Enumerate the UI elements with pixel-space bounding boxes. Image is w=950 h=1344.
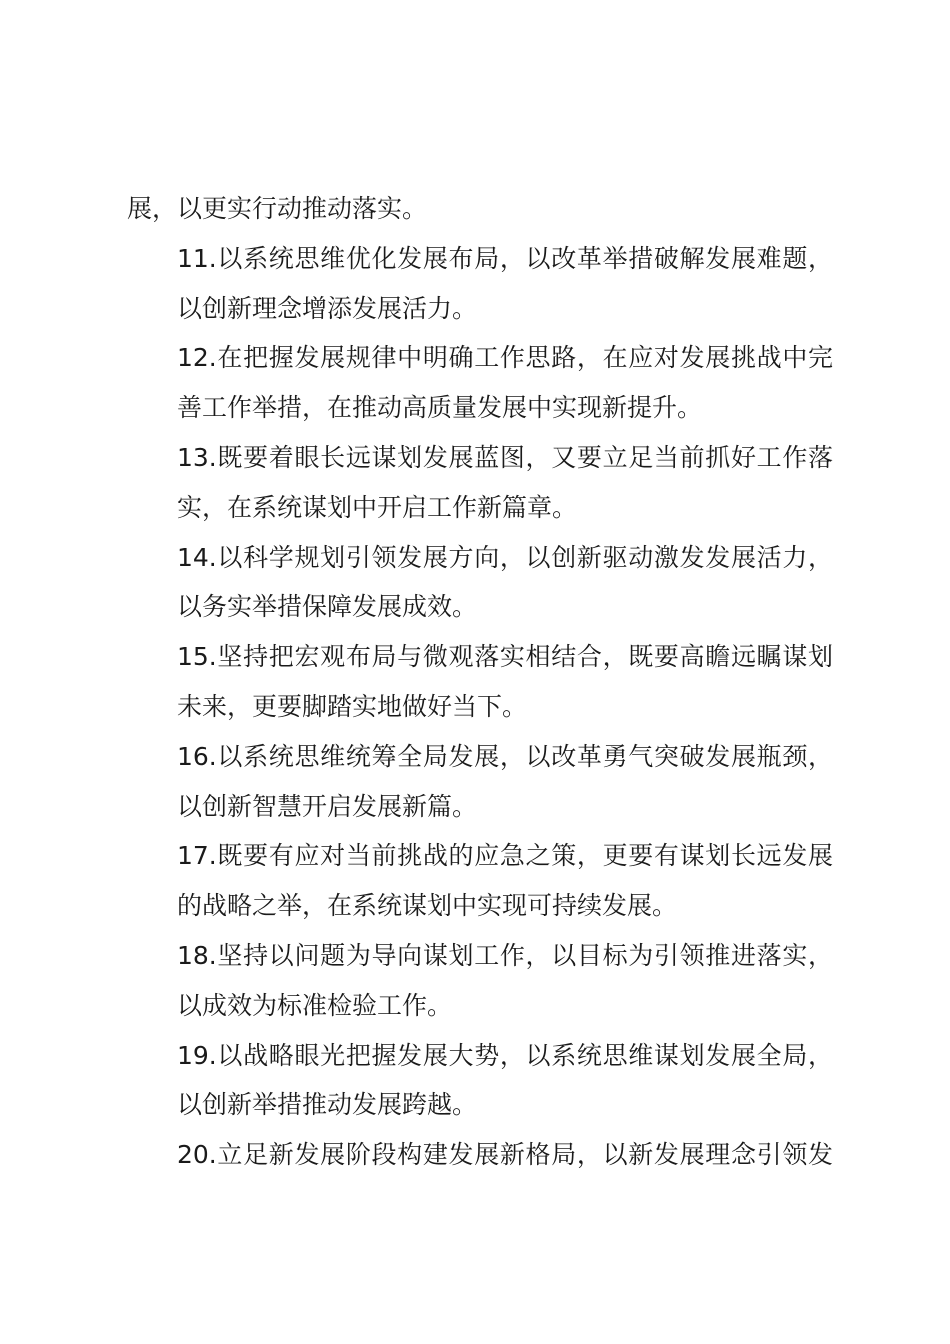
paragraph-item-17: [127, 831, 833, 931]
paragraph-item-16: [127, 732, 833, 832]
text-line: 14.以科学规划引领发展方向，以创新驱动激发发展活力，: [177, 542, 833, 572]
text-line: 展，以更实行动推动落实。: [127, 194, 428, 223]
paragraph-item-18: [127, 931, 833, 1031]
text-line: 实，在系统谋划中开启工作新篇章。: [177, 492, 578, 522]
text-line: 12.在把握发展规律中明确工作思路，在应对发展挑战中完: [177, 343, 833, 373]
text-line: 以创新智慧开启发展新篇。: [177, 791, 478, 821]
document-body: [127, 184, 833, 1180]
paragraph-item-12: [127, 333, 833, 433]
paragraph-item-13: [127, 433, 833, 533]
text-line: 以创新理念增添发展活力。: [177, 293, 478, 323]
text-line: 16.以系统思维统筹全局发展，以改革勇气突破发展瓶颈，: [177, 741, 833, 771]
text-line: 15.坚持把宏观布局与微观落实相结合，既要高瞻远瞩谋划: [177, 642, 833, 672]
paragraph-item-15: [127, 632, 833, 732]
text-line: 17.既要有应对当前挑战的应急之策，更要有谋划长远发展: [177, 841, 833, 871]
paragraph-item-14: [127, 533, 833, 633]
text-line: 以成效为标准检验工作。: [177, 990, 453, 1020]
text-line: 以创新举措推动发展跨越。: [177, 1090, 478, 1120]
text-line: 18.坚持以问题为导向谋划工作，以目标为引领推进落实，: [177, 940, 833, 970]
text-line: 20.立足新发展阶段构建发展新格局，以新发展理念引领发: [177, 1140, 833, 1170]
text-line: 善工作举措，在推动高质量发展中实现新提升。: [177, 393, 703, 423]
paragraph-continuation: [127, 184, 833, 234]
text-line: 13.既要着眼长远谋划发展蓝图，又要立足当前抓好工作落: [177, 442, 833, 472]
text-line: 未来，更要脚踏实地做好当下。: [177, 691, 528, 721]
text-line: 的战略之举，在系统谋划中实现可持续发展。: [177, 891, 678, 921]
paragraph-item-19: [127, 1031, 833, 1131]
text-line: 以务实举措保障发展成效。: [177, 592, 478, 622]
paragraph-item-11: [127, 234, 833, 334]
paragraph-item-20: [127, 1130, 833, 1180]
text-line: 11.以系统思维优化发展布局，以改革举措破解发展难题，: [177, 243, 833, 273]
text-line: 19.以战略眼光把握发展大势，以系统思维谋划发展全局，: [177, 1040, 833, 1070]
